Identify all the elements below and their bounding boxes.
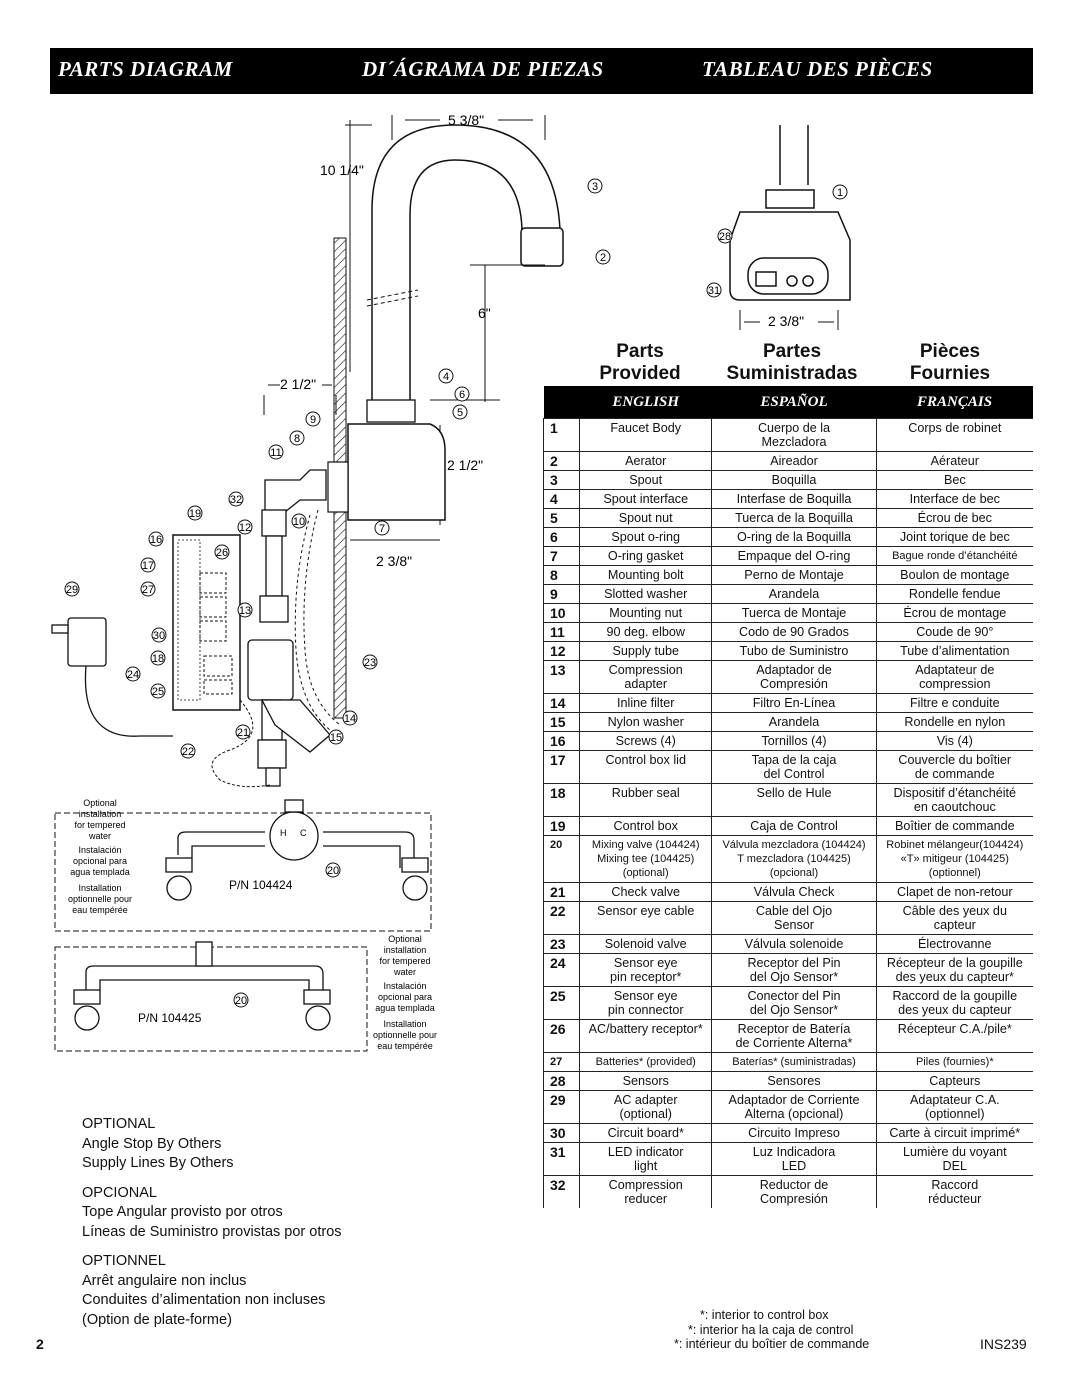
parts-table-row [544,883,1034,902]
svg-text:24: 24 [126,669,140,681]
part-number: 30 [544,1124,580,1143]
part-number: 16 [544,732,580,751]
part-name-spanish: Conector del Pin del Ojo Sensor* [712,987,876,1020]
part-name-french: Bague ronde d’étanchéité [876,547,1033,566]
dim-label: 2 3/8" [376,553,413,569]
part-name-spanish: Empaque del O-ring [712,547,876,566]
part-name-spanish: Cable del Ojo Sensor [712,902,876,935]
part-number: 18 [544,784,580,817]
footnote-en: *: interior to control box [700,1308,829,1322]
mixing-tee [74,942,330,1030]
part-name-english: Faucet Body [580,419,712,452]
part-name-english: O-ring gasket [580,547,712,566]
part-name-english: Mixing valve (104424) Mixing tee (104425) (optional) [580,836,712,883]
supply-piping [248,470,330,786]
svg-text:19: 19 [188,508,202,520]
part-name-french: Récepteur de la goupille des yeux du capteur* [876,954,1033,987]
part-name-spanish: Adaptador de Corriente Alterna (opcional) [712,1091,876,1124]
parts-table-row [544,547,1034,566]
part-number: 28 [544,1072,580,1091]
parts-table-row [544,817,1034,836]
part-name-french: Récepteur C.A./pile* [876,1020,1033,1053]
part-number: 14 [544,694,580,713]
part-name-spanish: Arandela [712,585,876,604]
svg-text:30: 30 [152,630,166,642]
svg-text:eau tempérée: eau tempérée [72,905,128,915]
part-number: 1 [544,419,580,452]
svg-text:28: 28 [718,231,732,243]
part-number: 25 [544,987,580,1020]
part-number: 19 [544,817,580,836]
part-name-english: Mounting nut [580,604,712,623]
part-number: 31 [544,1143,580,1176]
part-name-spanish: Válvula mezcladora (104424) T mezcladora (104425) (opcional) [712,836,876,883]
part-name-french: Boulon de montage [876,566,1033,585]
svg-text:20: 20 [234,995,248,1007]
part-number: 15 [544,713,580,732]
parts-heading-en: Parts Provided [599,341,681,384]
parts-table-row [544,490,1034,509]
part-number: 23 [544,935,580,954]
note-line: Supply Lines By Others [82,1155,234,1171]
svg-text:8: 8 [293,433,301,445]
part-name-english: Compression adapter [580,661,712,694]
svg-text:20: 20 [326,865,340,877]
svg-text:3: 3 [591,181,599,193]
parts-table-row [544,1053,1034,1072]
header-title-english: PARTS DIAGRAM [58,57,233,81]
note-title-es: OPCIONAL [82,1184,157,1201]
parts-table-row [544,713,1034,732]
note-line: Líneas de Suministro provistas por otros [82,1223,342,1240]
part-name-english: Spout nut [580,509,712,528]
parts-table-row [544,1020,1034,1053]
part-number: 17 [544,751,580,784]
column-header-english: ENGLISH [580,386,712,419]
part-number: 22 [544,902,580,935]
note-title-fr: OPTIONNEL [82,1253,166,1269]
part-number-label: P/N 104425 [138,1011,202,1025]
parts-table-row [544,751,1034,784]
part-name-english: Control box [580,817,712,836]
part-name-english: 90 deg. elbow [580,623,712,642]
svg-text:7: 7 [378,523,386,535]
svg-text:water: water [393,967,417,977]
sensor-closeup [730,125,850,300]
svg-text:26: 26 [215,547,229,559]
footnote-es: *: interior ha la caja de control [688,1322,854,1337]
part-number: 24 [544,954,580,987]
svg-text:opcional para: opcional para [377,992,433,1002]
svg-text:optionnelle pour: optionnelle pour [372,1030,438,1040]
svg-text:29: 29 [65,584,79,596]
part-number: 20 [544,836,580,883]
part-name-english: Mounting bolt [580,566,712,585]
parts-heading-es: Partes Suministradas [726,341,858,384]
svg-text:13: 13 [238,605,252,617]
svg-text:Optional: Optional [83,798,117,808]
parts-table-row [544,1072,1034,1091]
svg-text:14: 14 [343,713,357,725]
dim-label: 5 3/8" [448,112,485,128]
part-number: 32 [544,1176,580,1209]
svg-text:32: 32 [229,494,243,506]
page-number: 2 [36,1336,44,1352]
spout-nut [367,400,415,422]
note-line: (Option de plate-forme) [82,1311,232,1328]
part-name-english: Spout [580,471,712,490]
parts-table-row [544,1124,1034,1143]
part-name-english: LED indicator light [580,1143,712,1176]
part-name-spanish: Arandela [712,713,876,732]
part-name-english: Sensor eye pin connector [580,987,712,1020]
column-header-spanish: ESPAÑOL [712,386,876,419]
part-name-spanish: Tapa de la caja del Control [712,751,876,784]
part-name-spanish: Interfase de Boquilla [712,490,876,509]
part-name-french: Dispositif d’étanchéité en caoutchouc [876,784,1033,817]
part-name-spanish: Sello de Hule [712,784,876,817]
part-name-french: Lumière du voyant DEL [876,1143,1033,1176]
part-name-spanish: Codo de 90 Grados [712,623,876,642]
note-line: Conduites d’alimentation non incluses [82,1292,326,1308]
parts-table-row [544,566,1034,585]
part-name-french: Raccord de la goupille des yeux du capteur [876,987,1033,1020]
part-number: 13 [544,661,580,694]
svg-text:1: 1 [836,187,844,199]
part-name-spanish: Baterías* (suministradas) [712,1053,876,1072]
parts-table-row [544,452,1034,471]
part-name-spanish: Perno de Montaje [712,566,876,585]
footnotes [674,1308,870,1352]
part-name-english: Sensor eye cable [580,902,712,935]
svg-text:10: 10 [292,516,306,528]
mixing-valve [166,800,428,900]
document-id: INS239 [980,1336,1027,1352]
part-name-spanish: Tubo de Suministro [712,642,876,661]
part-name-english: Nylon washer [580,713,712,732]
aerator [521,228,563,266]
part-name-english: Inline filter [580,694,712,713]
svg-text:optionnelle pour: optionnelle pour [67,894,133,904]
svg-text:21: 21 [236,727,250,739]
parts-table-row [544,528,1034,547]
part-number-label: P/N 104424 [229,878,293,892]
part-number: 27 [544,1053,580,1072]
svg-text:Installation: Installation [78,883,122,893]
part-name-spanish: Adaptador de Compresión [712,661,876,694]
parts-table [543,386,1033,1208]
faucet-body [348,424,445,520]
svg-text:9: 9 [309,414,317,426]
part-name-french: Boîtier de commande [876,817,1033,836]
note-line: Angle Stop By Others [82,1135,222,1152]
part-number: 12 [544,642,580,661]
part-number: 29 [544,1091,580,1124]
parts-table-row [544,694,1034,713]
part-name-french: Bec [876,471,1033,490]
header-title-spanish: DI´ÁGRAMA DE PIEZAS [362,57,604,81]
part-name-french: Aérateur [876,452,1033,471]
part-name-french: Clapet de non-retour [876,883,1033,902]
part-name-english: AC/battery receptor* [580,1020,712,1053]
svg-text:18: 18 [151,653,165,665]
part-name-french: Capteurs [876,1072,1033,1091]
svg-text:31: 31 [707,285,721,297]
part-name-english: Control box lid [580,751,712,784]
part-name-french: Rondelle en nylon [876,713,1033,732]
svg-text:12: 12 [238,522,252,534]
parts-table-row [544,509,1034,528]
part-name-english: Sensors [580,1072,712,1091]
part-name-french: Carte à circuit imprimé* [876,1124,1033,1143]
svg-text:water: water [88,831,112,841]
control-box [173,535,240,710]
part-name-spanish: Tuerca de Montaje [712,604,876,623]
part-name-spanish: Tuerca de la Boquilla [712,509,876,528]
svg-text:for tempered: for tempered [74,820,126,830]
part-name-spanish: Filtro En-Línea [712,694,876,713]
part-name-spanish: Aireador [712,452,876,471]
svg-text:2: 2 [599,252,607,264]
svg-text:6: 6 [458,389,466,401]
dim-label: 2 1/2" [280,376,317,392]
parts-table-row [544,1091,1034,1124]
part-number: 7 [544,547,580,566]
svg-text:15: 15 [329,732,343,744]
part-number: 2 [544,452,580,471]
svg-text:for tempered: for tempered [379,956,431,966]
svg-text:25: 25 [151,686,165,698]
part-name-english: Batteries* (provided) [580,1053,712,1072]
svg-text:22: 22 [181,746,195,758]
dim-label: 6" [478,305,491,321]
parts-table-row [544,623,1034,642]
svg-text:Instalación: Instalación [78,845,122,855]
parts-table-row [544,1143,1034,1176]
svg-text:11: 11 [270,447,282,459]
part-name-spanish: Receptor del Pin del Ojo Sensor* [712,954,876,987]
dim-label: 2 1/2" [447,457,484,473]
part-number: 11 [544,623,580,642]
svg-text:eau tempérée: eau tempérée [377,1041,433,1051]
part-name-spanish: Cuerpo de la Mezcladora [712,419,876,452]
svg-text:agua templada: agua templada [70,867,130,877]
part-name-french: Raccord réducteur [876,1176,1033,1209]
part-name-english: Aerator [580,452,712,471]
part-name-english: Check valve [580,883,712,902]
part-name-french: Adaptateur C.A. (optionnel) [876,1091,1033,1124]
svg-text:4: 4 [442,371,450,383]
part-name-spanish: Válvula solenoide [712,935,876,954]
dim-label: 2 3/8" [768,313,805,329]
part-number: 5 [544,509,580,528]
svg-text:installation: installation [383,945,427,955]
svg-text:Instalación: Instalación [383,981,427,991]
svg-text:Installation: Installation [383,1019,427,1029]
part-name-english: Solenoid valve [580,935,712,954]
part-name-english: Compression reducer [580,1176,712,1209]
part-name-french: Écrou de montage [876,604,1033,623]
optional-install-note-2 [373,934,437,1051]
part-name-spanish: Tornillos (4) [712,732,876,751]
parts-table-row [544,661,1034,694]
part-name-spanish: Receptor de Batería de Corriente Alterna* [712,1020,876,1053]
part-name-french: Électrovanne [876,935,1033,954]
svg-text:27: 27 [141,584,155,596]
parts-table-row [544,954,1034,987]
part-name-french: Écrou de bec [876,509,1033,528]
part-name-spanish: O-ring de la Boquilla [712,528,876,547]
part-name-spanish: Reductor de Compresión [712,1176,876,1209]
svg-text:23: 23 [363,657,377,669]
part-name-spanish: Luz Indicadora LED [712,1143,876,1176]
dim-label: 10 1/4" [320,162,364,178]
part-name-spanish: Boquilla [712,471,876,490]
part-name-french: Adaptateur de compression [876,661,1033,694]
part-name-spanish: Circuito Impreso [712,1124,876,1143]
parts-table-row [544,987,1034,1020]
parts-table-row [544,585,1034,604]
part-name-french: Robinet mélangeur(104424) «T» mitigeur (104425) (optionnel) [876,836,1033,883]
optional-install-note-1 [68,798,132,915]
part-number: 9 [544,585,580,604]
parts-table-row [544,902,1034,935]
parts-table-row [544,471,1034,490]
parts-table-row [544,604,1034,623]
part-number: 21 [544,883,580,902]
part-name-english: Supply tube [580,642,712,661]
parts-table-row [544,732,1034,751]
svg-text:opcional para: opcional para [72,856,128,866]
part-name-english: Screws (4) [580,732,712,751]
part-number: 8 [544,566,580,585]
svg-text:16: 16 [149,534,163,546]
part-name-spanish: Sensores [712,1072,876,1091]
hot-label: H [280,828,287,838]
column-header-french: FRANÇAIS [876,386,1033,419]
part-name-french: Vis (4) [876,732,1033,751]
part-name-french: Piles (fournies)* [876,1053,1033,1072]
part-name-french: Couvercle du boîtier de commande [876,751,1033,784]
part-number: 4 [544,490,580,509]
part-name-english: Sensor eye pin receptor* [580,954,712,987]
part-name-french: Tube d’alimentation [876,642,1033,661]
part-name-english: Circuit board* [580,1124,712,1143]
parts-table-row [544,935,1034,954]
part-number: 6 [544,528,580,547]
note-title-en: OPTIONAL [82,1116,156,1132]
svg-text:Optional: Optional [388,934,422,944]
parts-table-row [544,642,1034,661]
part-number: 10 [544,604,580,623]
part-name-french: Joint torique de bec [876,528,1033,547]
part-name-spanish: Válvula Check [712,883,876,902]
part-name-english: Spout o-ring [580,528,712,547]
parts-table-row [544,1176,1034,1209]
ac-adapter [52,618,106,666]
note-line: Arrêt angulaire non inclus [82,1272,247,1289]
svg-text:agua templada: agua templada [375,1003,435,1013]
part-name-french: Corps de robinet [876,419,1033,452]
part-name-english: AC adapter (optional) [580,1091,712,1124]
parts-table-row [544,836,1034,883]
part-name-french: Filtre e conduite [876,694,1033,713]
optional-notes [82,1115,502,1330]
svg-text:installation: installation [78,809,122,819]
part-name-english: Spout interface [580,490,712,509]
parts-table-row [544,419,1034,452]
note-line: Tope Angular provisto por otros [82,1204,283,1220]
svg-text:17: 17 [141,560,155,572]
part-name-french: Câble des yeux du capteur [876,902,1033,935]
parts-heading-fr: Pièces Fournies [909,341,991,384]
part-name-english: Rubber seal [580,784,712,817]
part-name-english: Slotted washer [580,585,712,604]
part-name-french: Rondelle fendue [876,585,1033,604]
footnote-fr: *: intérieur du boîtier de commande [674,1337,870,1351]
cold-label: C [300,828,307,838]
svg-text:5: 5 [456,407,464,419]
part-name-spanish: Caja de Control [712,817,876,836]
part-name-french: Interface de bec [876,490,1033,509]
part-number: 26 [544,1020,580,1053]
header-title-french: TABLEAU DES PIÈCES [702,57,933,81]
parts-table-row [544,784,1034,817]
part-number: 3 [544,471,580,490]
part-name-french: Coude de 90° [876,623,1033,642]
